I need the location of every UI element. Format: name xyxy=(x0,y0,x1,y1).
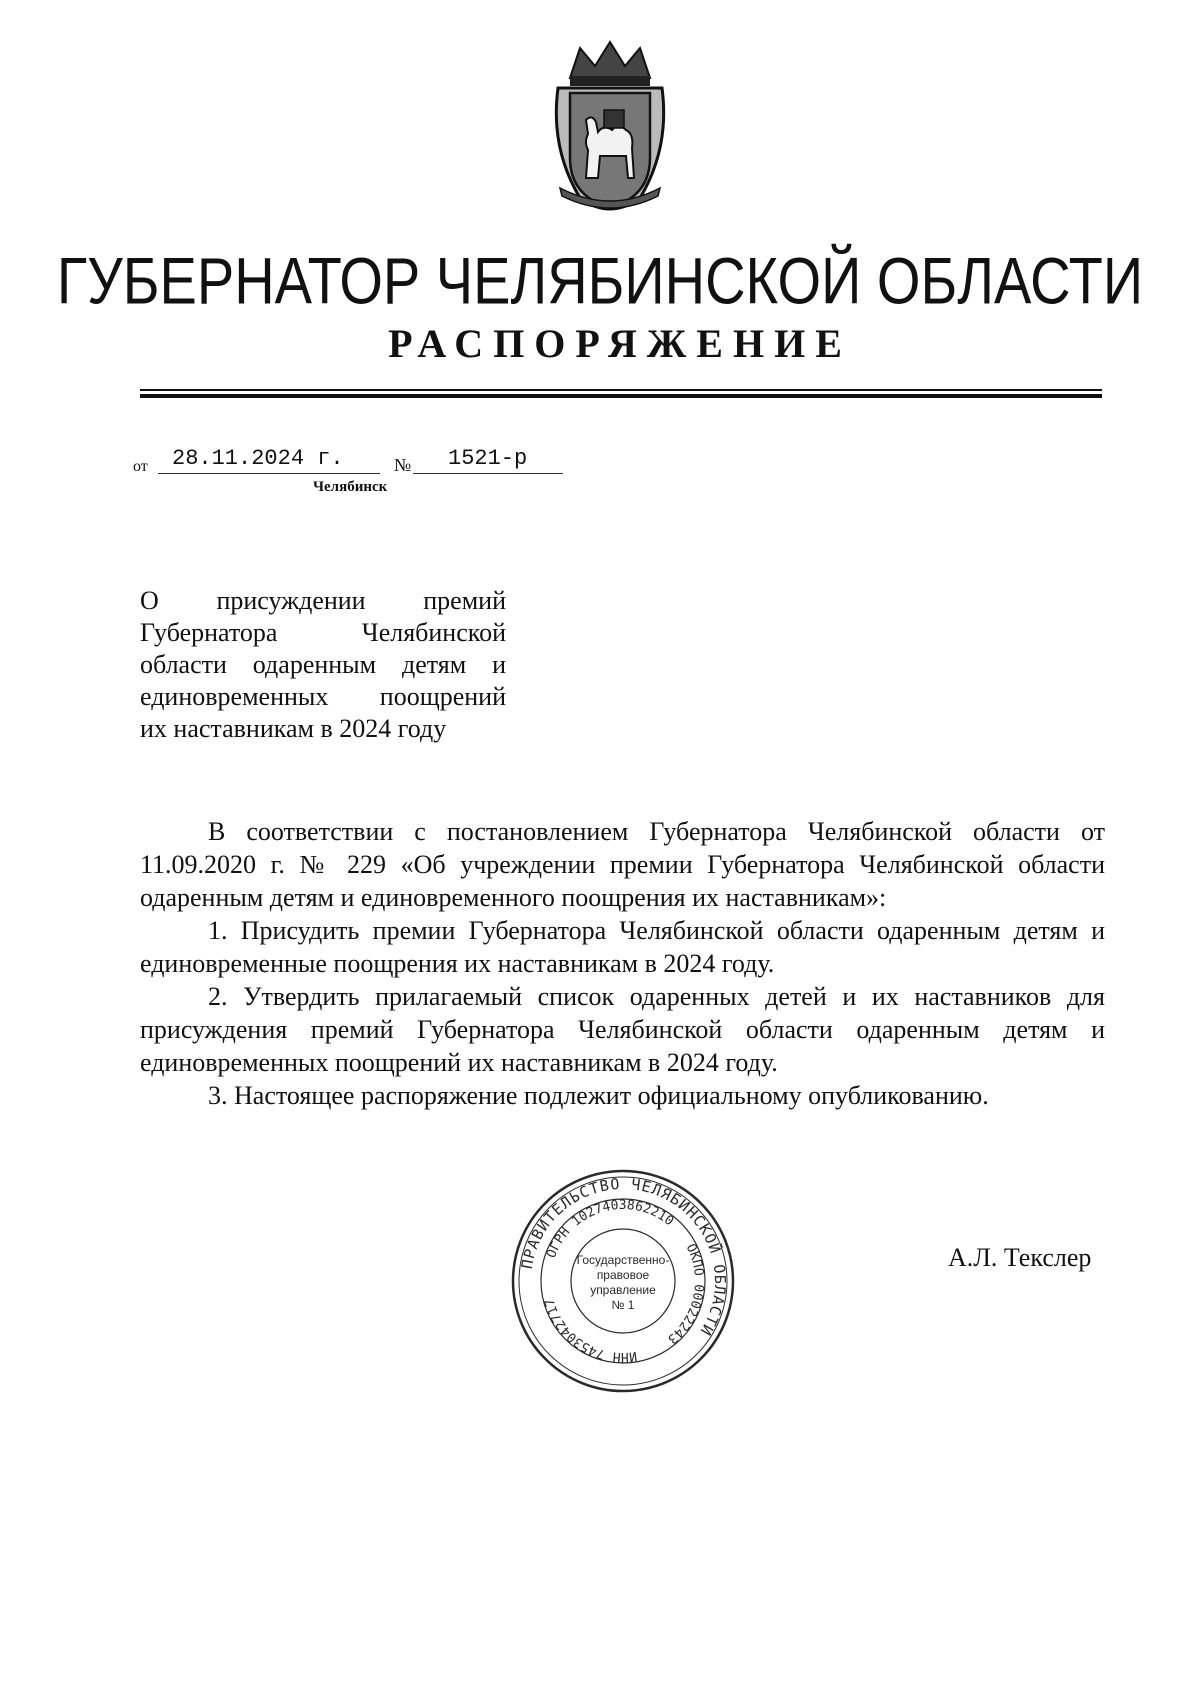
stamp-inn: ИНН 7453042717 xyxy=(542,1296,638,1365)
subject-line: области одаренным детям и xyxy=(140,650,506,679)
preamble-paragraph: В соответствии с постановлением Губернатора Челябинской области от 11.09.2020 г. № 229 «Об учреждении премии Губернатора Челябинской области одаренным детям и единовременного поощрения их наставникам»: xyxy=(140,817,1105,912)
stamp-okpo: ОКПО 00022243 xyxy=(664,1241,707,1347)
clause-2: 2. Утвердить прилагаемый список одаренных детей и их наставников для присуждения премий Губернатора Челябинской области одаренным детям и единовременных поощрений их наставникам в 2024 году. xyxy=(140,982,1105,1077)
clause-1: 1. Присудить премии Губернатора Челябинской области одаренным детям и единовременные поощрения их наставникам в 2024 году. xyxy=(140,916,1105,978)
header-rule-thick xyxy=(140,394,1102,398)
document-number: 1521-р xyxy=(448,446,528,471)
stamp-outer-text: ПРАВИТЕЛЬСТВО ЧЕЛЯБИНСКОЙ ОБЛАСТИ xyxy=(517,1174,730,1340)
document-type: РАСПОРЯЖЕНИЕ xyxy=(388,321,852,366)
chelyabinsk-coat-of-arms-icon xyxy=(540,38,680,218)
authority-title: ГУБЕРНАТОР ЧЕЛЯБИНСКОЙ ОБЛАСТИ xyxy=(56,243,1144,318)
subject-line: Губернатора Челябинской xyxy=(140,618,506,647)
header-rule-thin xyxy=(140,389,1102,391)
stamp-center-line: управление xyxy=(590,1283,656,1297)
number-label: № xyxy=(394,455,412,475)
official-stamp xyxy=(510,1168,736,1394)
document-date: 28.11.2024 г. xyxy=(172,446,344,471)
date-underline xyxy=(158,473,380,474)
stamp-center-line: правовое xyxy=(596,1268,650,1282)
subject-line: О присуждении премий xyxy=(140,586,506,615)
date-label: от xyxy=(133,458,148,475)
subject-line: их наставникам в 2024 году xyxy=(140,714,447,743)
signatory-name: А.Л. Текслер xyxy=(948,1243,1092,1272)
stamp-ogrn: ОГРН 1027403862210 xyxy=(544,1197,677,1261)
city: Челябинск xyxy=(313,479,388,495)
number-underline xyxy=(413,473,563,474)
subject-line: единовременных поощрений xyxy=(140,682,506,711)
stamp-center-line: № 1 xyxy=(611,1298,635,1312)
document-body xyxy=(140,815,1105,1112)
stamp-center-line: Государственно- xyxy=(576,1253,670,1267)
clause-3: 3. Настоящее распоряжение подлежит официальному опубликованию. xyxy=(208,1081,989,1110)
document-subject xyxy=(140,585,506,745)
